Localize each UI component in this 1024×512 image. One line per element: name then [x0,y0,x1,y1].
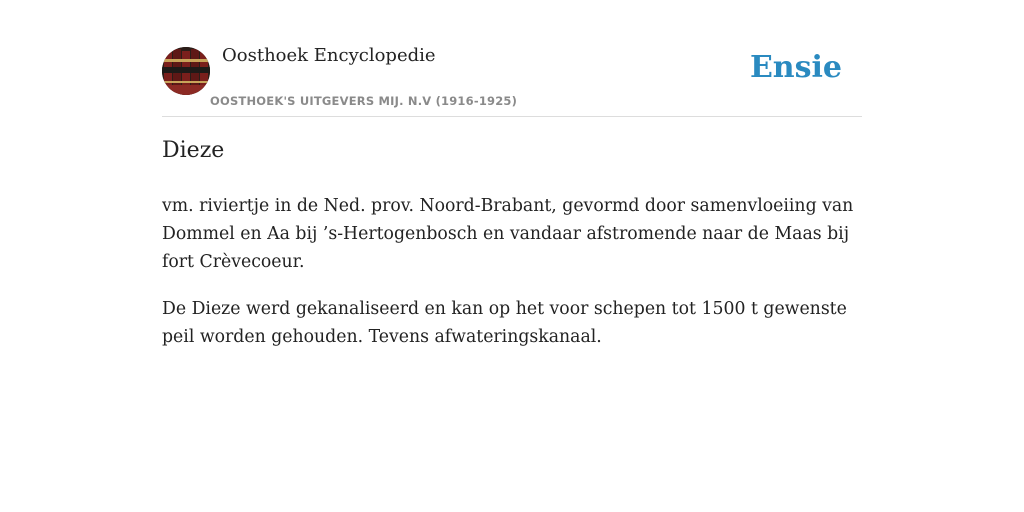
encyclopedia-books-icon[interactable] [162,47,210,95]
brand-logo-link[interactable]: Ensie [749,50,842,85]
entry-card [162,0,862,347]
source-subtitle: OOSTHOEK'S UITGEVERS MIJ. N.V (1916-1925) [210,94,518,108]
source-title[interactable]: Oosthoek Encyclopedie [222,45,436,66]
entry-paragraph: vm. riviertje in de Ned. prov. Noord-Brabant, gevormd door samenvloeiing van Dommel en Aa bij ’s-Hertogenbosch en vandaar afstromende naar de Maas bij fort Crèvecoeur. [162,196,854,272]
entry-body [162,192,862,370]
source-header [162,0,862,117]
entry-title: Dieze [162,138,225,163]
entry-paragraph: De Dieze werd gekanaliseerd en kan op het voor schepen tot 1500 t gewenste peil worden gehouden. Tevens afwateringskanaal. [162,299,847,347]
